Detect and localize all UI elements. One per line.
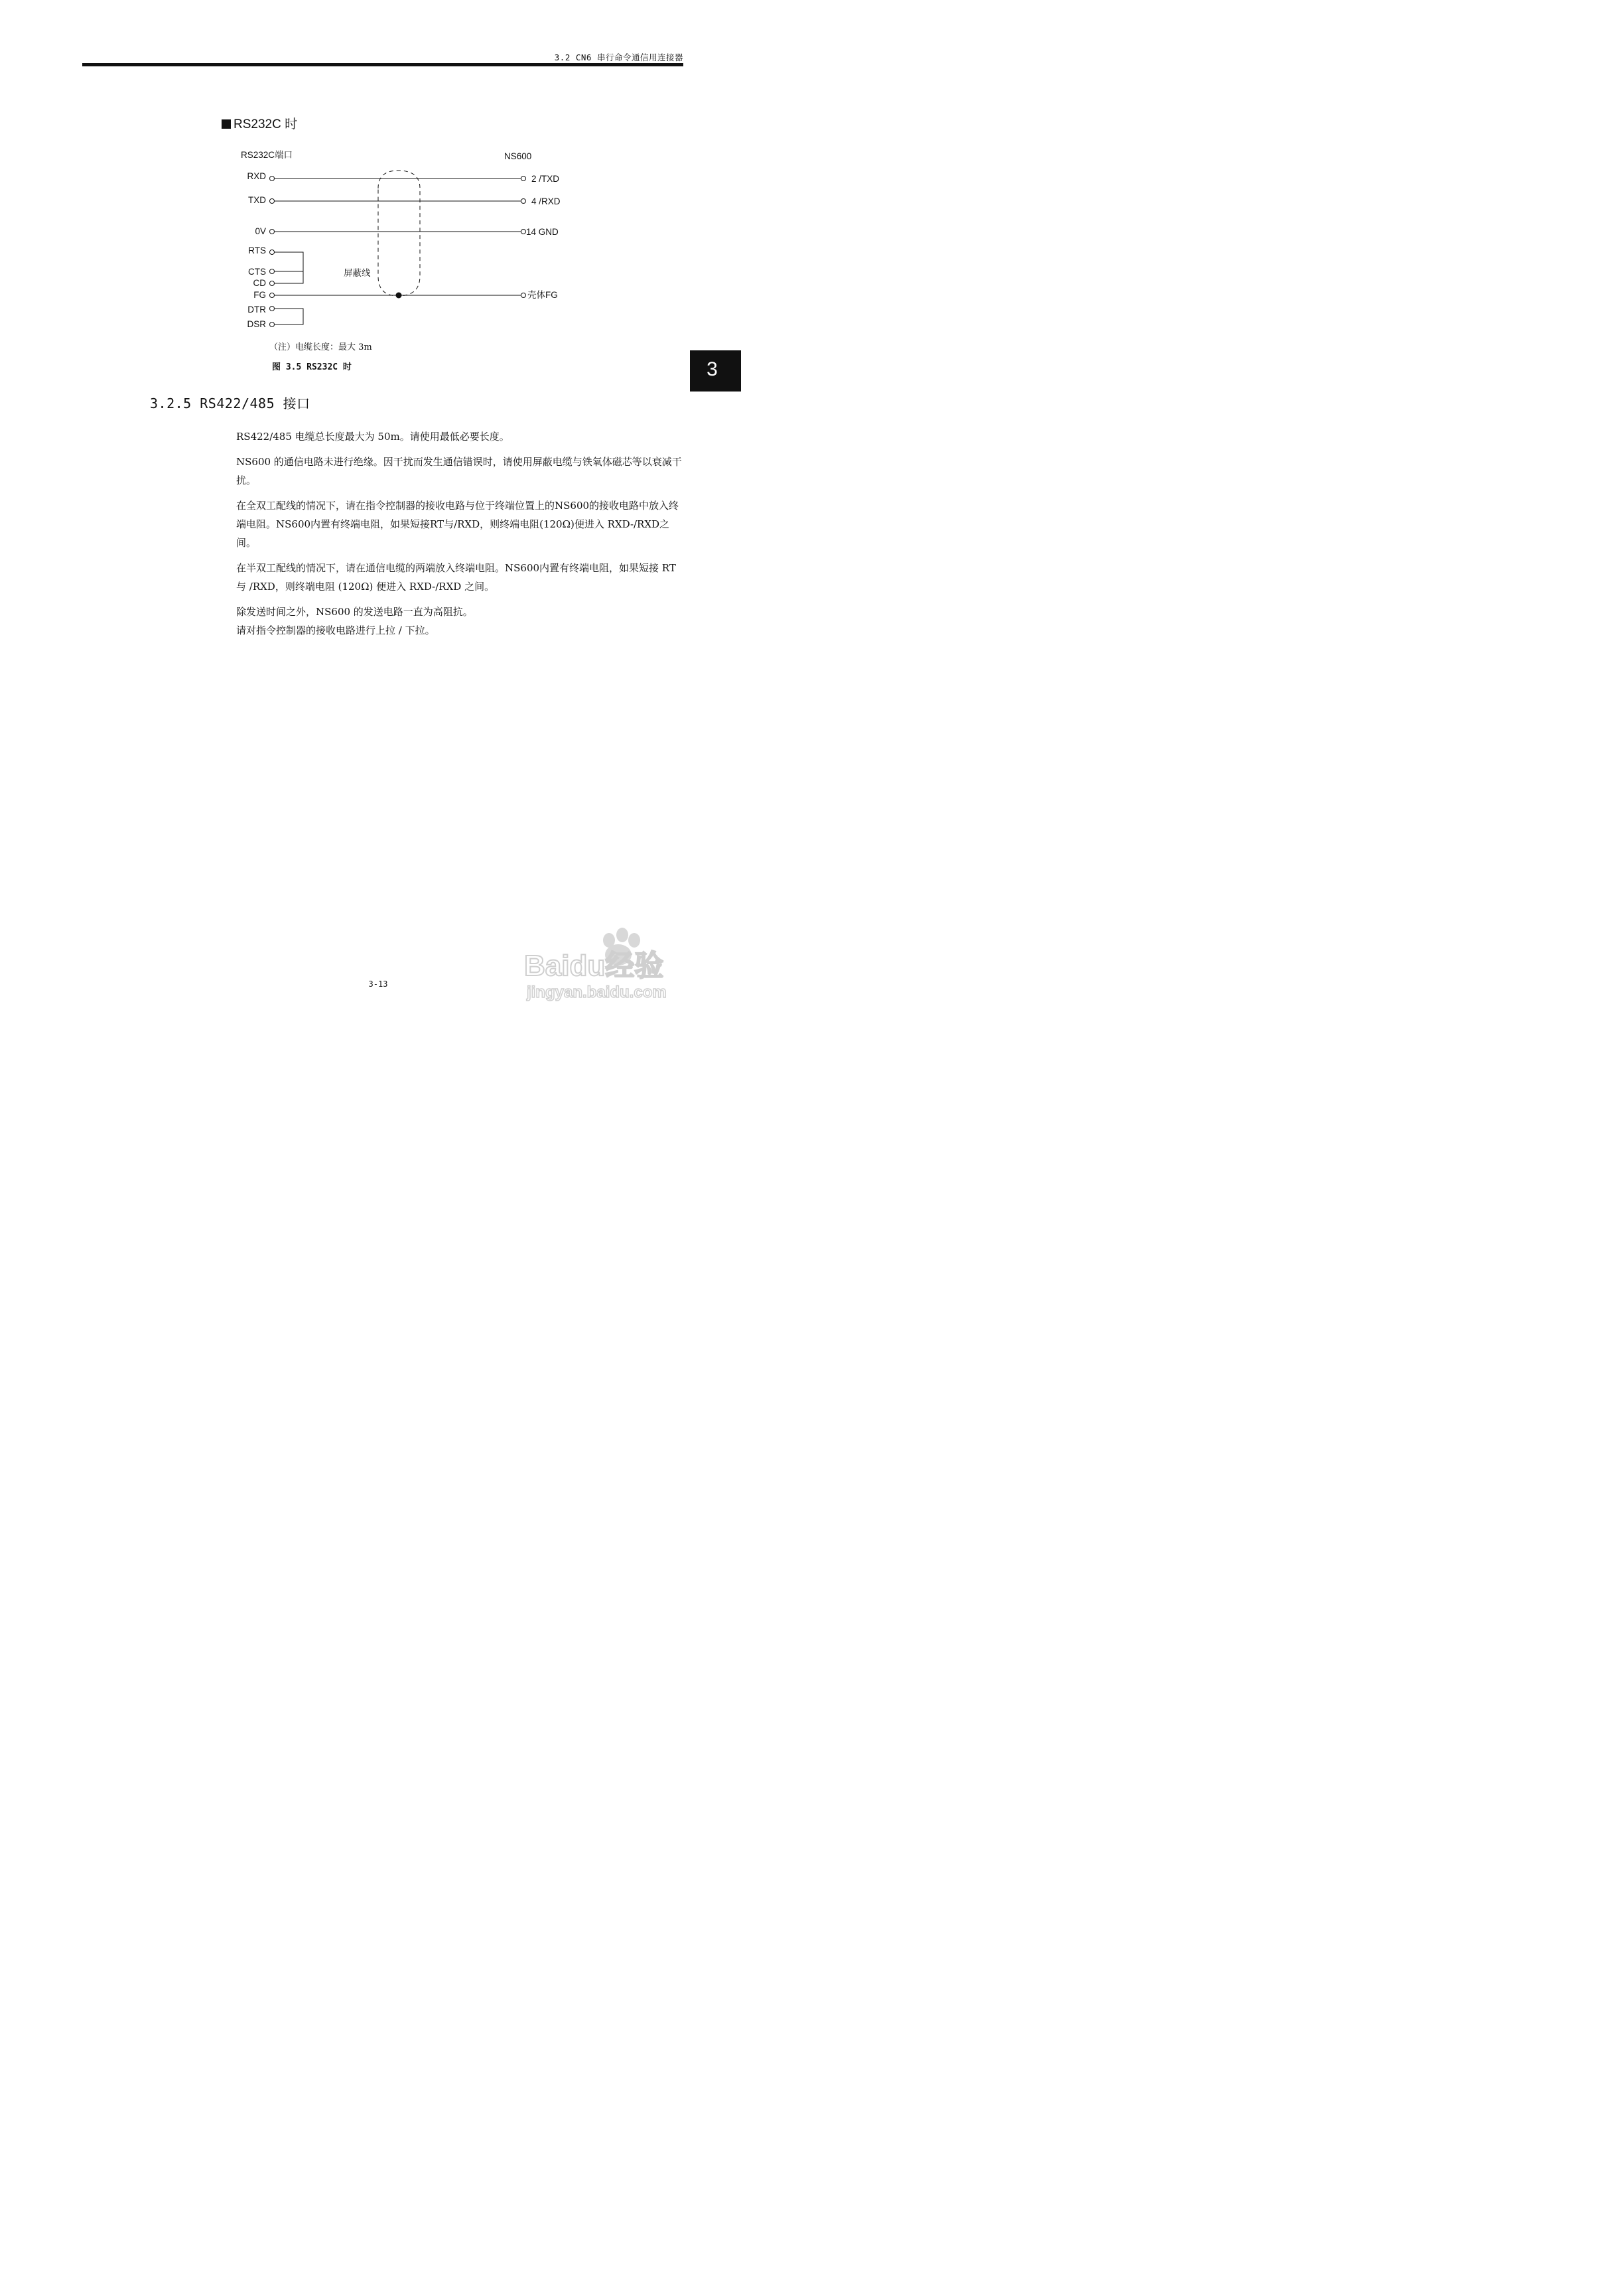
pin-circle-0v bbox=[270, 230, 275, 234]
baidu-watermark bbox=[504, 926, 703, 1005]
section-body bbox=[236, 427, 686, 640]
pin-label-fg: FG bbox=[253, 290, 266, 300]
pin-label-dtr: DTR bbox=[247, 305, 266, 315]
watermark-logo-text: Baidu经验 bbox=[524, 950, 664, 982]
paragraph: 请对指令控制器的接收电路进行上拉 / 下拉。 bbox=[236, 624, 435, 636]
shield-outline bbox=[378, 171, 420, 296]
pin-label-2-txd: 2 /TXD bbox=[531, 174, 560, 184]
pin-circle-cd bbox=[270, 281, 275, 286]
pin-circle-shell-fg bbox=[521, 293, 526, 298]
jumper-rts-cts-cd bbox=[275, 252, 303, 283]
square-bullet-icon bbox=[222, 119, 231, 129]
pin-circle-rxd bbox=[270, 177, 275, 181]
rs232c-wiring-diagram bbox=[236, 146, 580, 338]
pin-circle-dsr bbox=[270, 322, 275, 327]
pin-circle-cts bbox=[270, 269, 275, 274]
paragraph: RS422/485 电缆总长度最大为 50m。请使用最低必要长度。 bbox=[236, 431, 509, 443]
pin-circle-fg bbox=[270, 293, 275, 298]
pin-circle-txd bbox=[270, 199, 275, 204]
pin-label-cd: CD bbox=[253, 278, 266, 288]
pin-circle-14-gnd bbox=[521, 230, 526, 234]
figure-caption: 图 3.5 RS232C 时 bbox=[272, 362, 352, 372]
pin-label-14-gnd: 14 GND bbox=[526, 227, 559, 237]
shield-label: 屏蔽线 bbox=[344, 268, 371, 278]
pin-label-0v: 0V bbox=[255, 226, 266, 236]
right-connector-label: NS600 bbox=[504, 151, 532, 161]
pin-label-cts: CTS bbox=[248, 267, 266, 277]
paragraph: 除发送时间之外，NS600 的发送电路一直为高阻抗。 bbox=[236, 606, 473, 618]
left-connector-label: RS232C端口 bbox=[241, 150, 293, 160]
pin-circle-dtr bbox=[270, 307, 275, 311]
pin-label-txd: TXD bbox=[248, 195, 266, 205]
page-number: 3-13 bbox=[368, 979, 388, 989]
pin-label-shell-fg: 壳体FG bbox=[527, 290, 558, 300]
figure-title bbox=[222, 114, 297, 132]
pin-circle-2-txd bbox=[521, 177, 526, 181]
paragraph: NS600 的通信电路未进行绝缘。因干扰而发生通信错误时，请使用屏蔽电缆与铁氧体磁芯等以衰减干扰。 bbox=[236, 456, 682, 486]
figure-title-text: RS232C 时 bbox=[234, 117, 298, 131]
header-rule bbox=[82, 63, 683, 66]
running-header: 3.2 CN6 串行命令通信用连接器 bbox=[554, 52, 683, 62]
jumper-dtr-dsr bbox=[275, 309, 303, 324]
pin-label-rts: RTS bbox=[248, 246, 266, 255]
watermark-url: jingyan.baidu.com bbox=[527, 983, 667, 1001]
paragraph: 在半双工配线的情况下，请在通信电缆的两端放入终端电阻。NS600内置有终端电阻，如果短接 RT 与 /RXD，则终端电阻 (120Ω) 便进入 RXD-/RXD 之间。 bbox=[236, 562, 676, 593]
pin-circle-rts bbox=[270, 250, 275, 255]
pin-circle-4-rxd bbox=[521, 199, 526, 204]
pin-label-dsr: DSR bbox=[247, 319, 266, 329]
section-heading: 3.2.5 RS422/485 接口 bbox=[150, 395, 310, 411]
pin-label-rxd: RXD bbox=[247, 171, 266, 181]
figure-note: （注）电缆长度：最大 3m bbox=[269, 342, 372, 352]
chapter-number: 3 bbox=[707, 358, 718, 380]
pin-label-4-rxd: 4 /RXD bbox=[531, 196, 561, 206]
paragraph: 在全双工配线的情况下，请在指令控制器的接收电路与位于终端位置上的NS600的接收电路中放入终端电阻。NS600内置有终端电阻，如果短接RT与/RXD，则终端电阻(120Ω)便进入 RXD-/RXD之间。 bbox=[236, 500, 679, 549]
shield-ground-dot bbox=[396, 293, 402, 299]
